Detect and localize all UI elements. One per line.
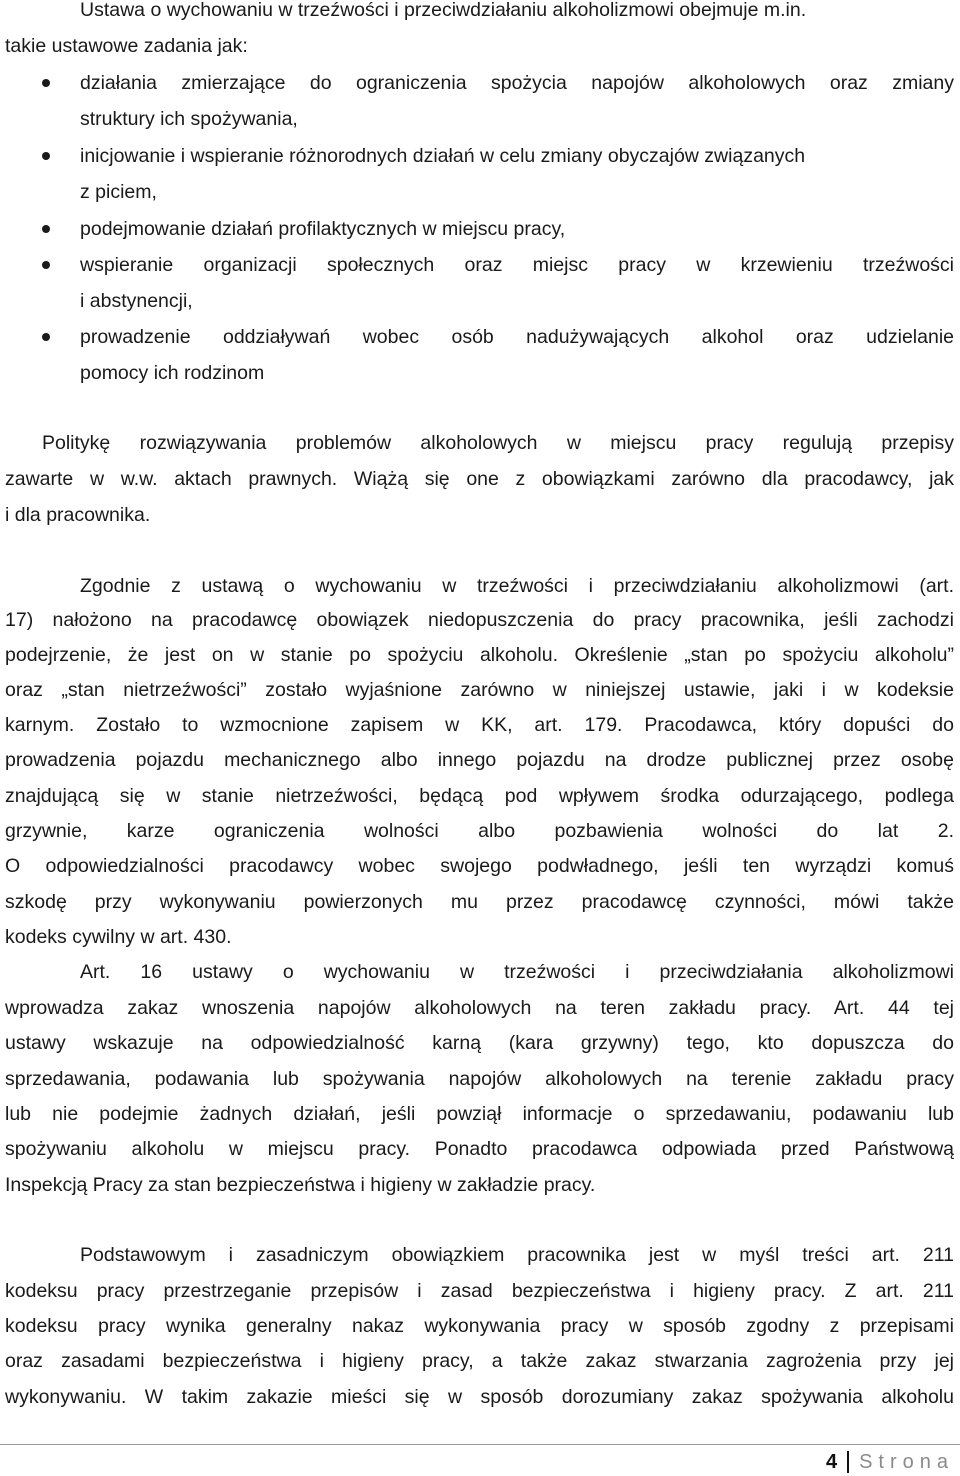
- paragraph-line: Inspekcją Pracy za stan bezpieczeństwa i higieny w zakładzie pracy.: [5, 1174, 596, 1196]
- bullet-dot: [42, 225, 50, 233]
- paragraph-line: szkodę przy wykonywaniu powierzonych mu przez pracodawcę czynności, mówi także: [5, 891, 954, 913]
- paragraph-line: sprzedawania, podawania lub spożywania napojów alkoholowych na terenie zakładu pracy: [5, 1068, 954, 1090]
- paragraph-line: kodeksu pracy wynika generalny nakaz wykonywania pracy w sposób zgodny z przepisami: [5, 1315, 954, 1337]
- paragraph-line: spożywaniu alkoholu w miejscu pracy. Ponadto pracodawca odpowiada przed Państwową: [5, 1138, 954, 1160]
- footer-divider: [0, 1444, 960, 1445]
- list-item: inicjowanie i wspieranie różnorodnych działań w celu zmiany obyczajów związanych: [80, 145, 806, 167]
- bullet-dot: [42, 261, 50, 269]
- paragraph-line: kodeksu pracy przestrzeganie przepisów i zasad bezpieczeństwa i higieny pracy. Z art. 211: [5, 1280, 954, 1302]
- paragraph-line: grzywnie, karze ograniczenia wolności albo pozbawienia wolności do lat 2.: [5, 820, 954, 842]
- paragraph-line: podejrzenie, że jest on w stanie po spożyciu alkoholu. Określenie „stan po spożyciu alkoholu”: [5, 644, 954, 666]
- footer-separator: [847, 1451, 849, 1473]
- page-number: 4: [825, 1451, 838, 1473]
- paragraph-line: lub nie podejmie żadnych działań, jeśli powziął informacje o sprzedawaniu, podawaniu lub: [5, 1103, 954, 1125]
- page-footer: [826, 1450, 954, 1474]
- bullet-dot: [42, 152, 50, 160]
- intro-line: Ustawa o wychowaniu w trzeźwości i przeciwdziałaniu alkoholizmowi obejmuje m.in.: [80, 0, 807, 21]
- paragraph-line: O odpowiedzialności pracodawcy wobec swojego podwładnego, jeśli ten wyrządzi komuś: [5, 855, 954, 877]
- paragraph-line: znajdującą się w stanie nietrzeźwości, będącą pod wpływem środka odurzającego, podlega: [5, 785, 954, 807]
- list-item: prowadzenie oddziaływań wobec osób nadużywających alkohol oraz udzielanie: [80, 326, 954, 348]
- paragraph-line: Zgodnie z ustawą o wychowaniu w trzeźwości i przeciwdziałaniu alkoholizmowi (art.: [80, 575, 954, 597]
- paragraph-line: ustawy wskazuje na odpowiedzialność karną (kara grzywny) tego, kto dopuszcza do: [5, 1032, 954, 1054]
- paragraph-line: Art. 16 ustawy o wychowaniu w trzeźwości i przeciwdziałania alkoholizmowi: [80, 961, 954, 983]
- list-item-continuation: struktury ich spożywania,: [80, 108, 298, 130]
- paragraph-line: wykonywaniu. W takim zakazie mieści się w sposób dorozumiany zakaz spożywania alkoholu: [5, 1386, 954, 1408]
- paragraph-line: kodeks cywilny w art. 430.: [5, 926, 232, 948]
- paragraph-line: prowadzenia pojazdu mechanicznego albo innego pojazdu na drodze publicznej przez osobę: [5, 749, 954, 771]
- list-item: wspieranie organizacji społecznych oraz miejsc pracy w krzewieniu trzeźwości: [80, 254, 954, 276]
- list-item: działania zmierzające do ograniczenia spożycia napojów alkoholowych oraz zmiany: [80, 72, 954, 94]
- list-item: podejmowanie działań profilaktycznych w miejscu pracy,: [80, 218, 566, 240]
- page-label: Strona: [859, 1451, 954, 1473]
- paragraph-line: wprowadza zakaz wnoszenia napojów alkoholowych na teren zakładu pracy. Art. 44 tej: [5, 997, 954, 1019]
- paragraph-line: zawarte w w.w. aktach prawnych. Wiążą się one z obowiązkami zarówno dla pracodawcy, jak: [5, 468, 954, 490]
- paragraph-line: i dla pracownika.: [5, 504, 151, 526]
- paragraph-line: oraz „stan nietrzeźwości” zostało wyjaśnione zarówno w niniejszej ustawie, jaki i w kodeksie: [5, 679, 954, 701]
- bullet-dot: [42, 79, 50, 87]
- intro-line: takie ustawowe zadania jak:: [5, 35, 248, 57]
- list-item-continuation: i abstynencji,: [80, 290, 193, 312]
- list-item-continuation: pomocy ich rodzinom: [80, 362, 265, 384]
- bullet-dot: [42, 333, 50, 341]
- paragraph-line: karnym. Zostało to wzmocnione zapisem w KK, art. 179. Pracodawca, który dopuści do: [5, 714, 954, 736]
- paragraph-line: 17) nałożono na pracodawcę obowiązek niedopuszczenia do pracy pracownika, jeśli zachodzi: [5, 609, 954, 631]
- paragraph-line: Podstawowym i zasadniczym obowiązkiem pracownika jest w myśl treści art. 211: [80, 1244, 954, 1266]
- paragraph-line: Politykę rozwiązywania problemów alkoholowych w miejscu pracy regulują przepisy: [42, 432, 954, 454]
- list-item-continuation: z piciem,: [80, 181, 157, 203]
- paragraph-line: oraz zasadami bezpieczeństwa i higieny pracy, a także zakaz stwarzania zagrożenia przy jej: [5, 1350, 954, 1372]
